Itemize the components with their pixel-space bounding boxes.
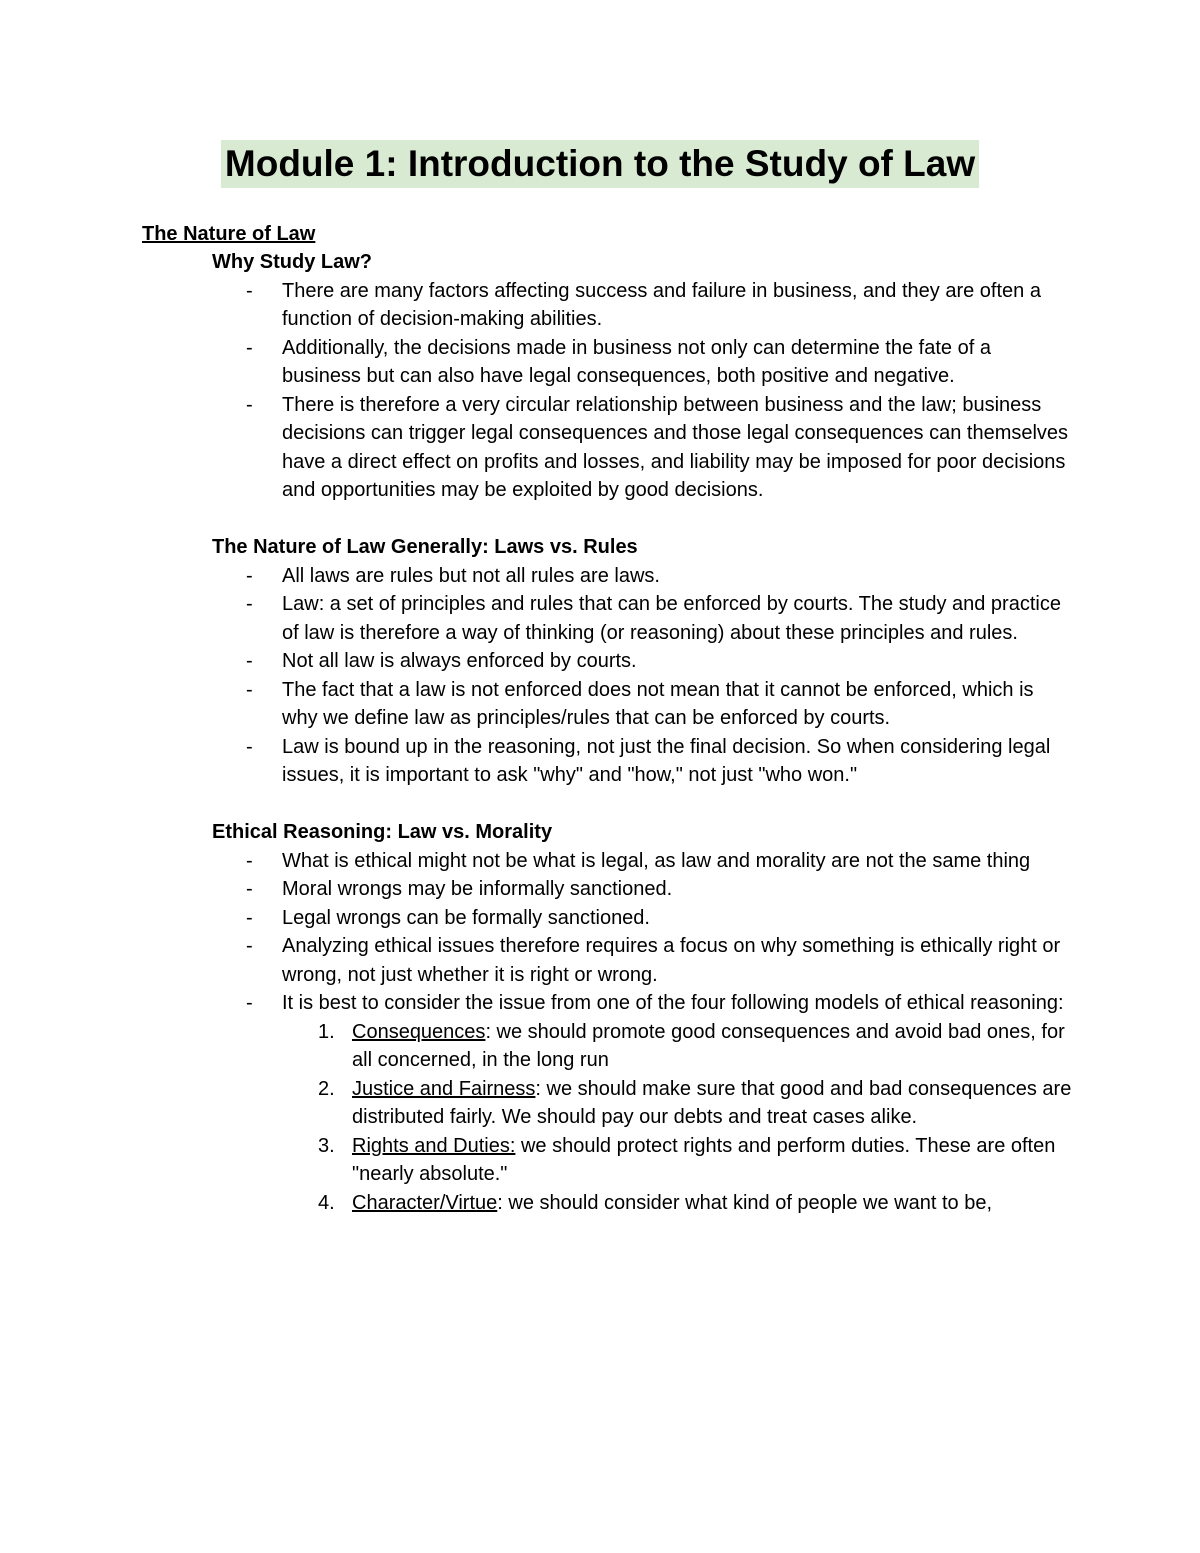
bullet-text: Law: a set of principles and rules that can be enforced by courts. The study and practice of law is therefore a way of thinking (or reasoning) about these principles and rules. [282,593,1061,644]
bullet-text: Analyzing ethical issues therefore requires a focus on why something is ethically right or wrong, not just whether it is right or wrong. [282,935,1061,986]
list-item [246,277,1072,334]
model-text: we should protect rights and perform duties. These are often "nearly absolute." [352,1134,1056,1185]
bullet-marker: - [246,650,253,672]
bullet-text: There is therefore a very circular relationship between business and the law; business decisions can trigger legal consequences and those legal consequences can themselves have a direct effect on profits and losses, and liability may be imposed for poor decisions and opportunities may be exploited by good decisions. [282,393,1069,501]
model-term: Justice and Fairness [352,1077,536,1100]
list-item [246,847,1072,876]
title-wrap [0,140,1200,188]
list-item [246,391,1072,505]
bullet-text: Not all law is always enforced by courts. [282,650,637,672]
numbered-item [318,1132,1072,1189]
spacer [0,505,1200,534]
item-number: 3. [318,1134,335,1157]
spacer [0,790,1200,819]
bullet-text: The fact that a law is not enforced does not mean that it cannot be enforced, which is why we define law as principles/rules that can be enforced by courts. [282,678,1034,729]
bullet-text: It is best to consider the issue from one of the four following models of ethical reasoning: [282,992,1064,1014]
bullet-marker: - [246,935,253,957]
list-item [246,875,1072,904]
bullet-marker: - [246,906,253,929]
bullet-text: Law is bound up in the reasoning, not just the final decision. So when considering legal issues, it is important to ask "why" and "how," not just "who won." [282,735,1051,786]
bullet-marker: - [246,593,253,615]
item-number: 2. [318,1077,335,1100]
bullet-text: Legal wrongs can be formally sanctioned. [282,906,650,929]
model-text: : we should promote good consequences and avoid bad ones, for all concerned, in the long run [352,1020,1065,1071]
bullet-text: Moral wrongs may be informally sanctioned. [282,878,673,900]
bullet-marker: - [246,878,253,900]
list-item [246,334,1072,391]
model-text: : we should consider what kind of people we want to be, [497,1191,993,1214]
list-item [246,904,1072,933]
content-body [0,248,1200,1217]
list-item [246,562,1072,591]
bullet-marker: - [246,849,253,872]
list-item [246,989,1072,1018]
bullet-text: All laws are rules but not all rules are laws. [282,564,660,587]
model-text: : we should make sure that good and bad consequences are distributed fairly. We should pay our debts and treat cases alike. [352,1077,1072,1128]
bullet-marker: - [246,336,253,359]
model-term: Rights and Duties: [352,1134,516,1157]
numbered-item [318,1018,1072,1075]
item-number: 1. [318,1020,335,1043]
bullet-text: Additionally, the decisions made in business not only can determine the fate of a business but can also have legal consequences, both positive and negative. [282,336,991,387]
bullet-marker: - [246,279,253,302]
list-item [246,590,1072,647]
model-term: Character/Virtue [352,1191,498,1214]
section-heading: The Nature of Law [142,223,316,245]
list-item [246,647,1072,676]
list-item [246,932,1072,989]
model-term: Consequences [352,1020,486,1043]
numbered-item [318,1075,1072,1132]
item-number: 4. [318,1191,335,1214]
bullet-text: What is ethical might not be what is legal, as law and morality are not the same thing [282,849,1031,872]
bullet-marker: - [246,735,253,758]
subsection-heading-laws-vs-rules: The Nature of Law Generally: Laws vs. Rules [212,536,638,558]
page-title: Module 1: Introduction to the Study of Law [221,140,979,188]
bullet-marker: - [246,564,253,587]
subsection-heading-why-study-law: Why Study Law? [212,251,372,273]
list-item [246,676,1072,733]
list-item [246,733,1072,790]
bullet-text: There are many factors affecting success and failure in business, and they are often a function of decision-making abilities. [282,279,1041,330]
bullet-marker: - [246,992,253,1014]
subsection-heading-law-vs-morality: Ethical Reasoning: Law vs. Morality [212,821,553,843]
bullet-marker: - [246,678,253,701]
numbered-item [318,1189,1072,1218]
ethical-models-list [318,1018,1072,1218]
bullet-marker: - [246,393,253,416]
